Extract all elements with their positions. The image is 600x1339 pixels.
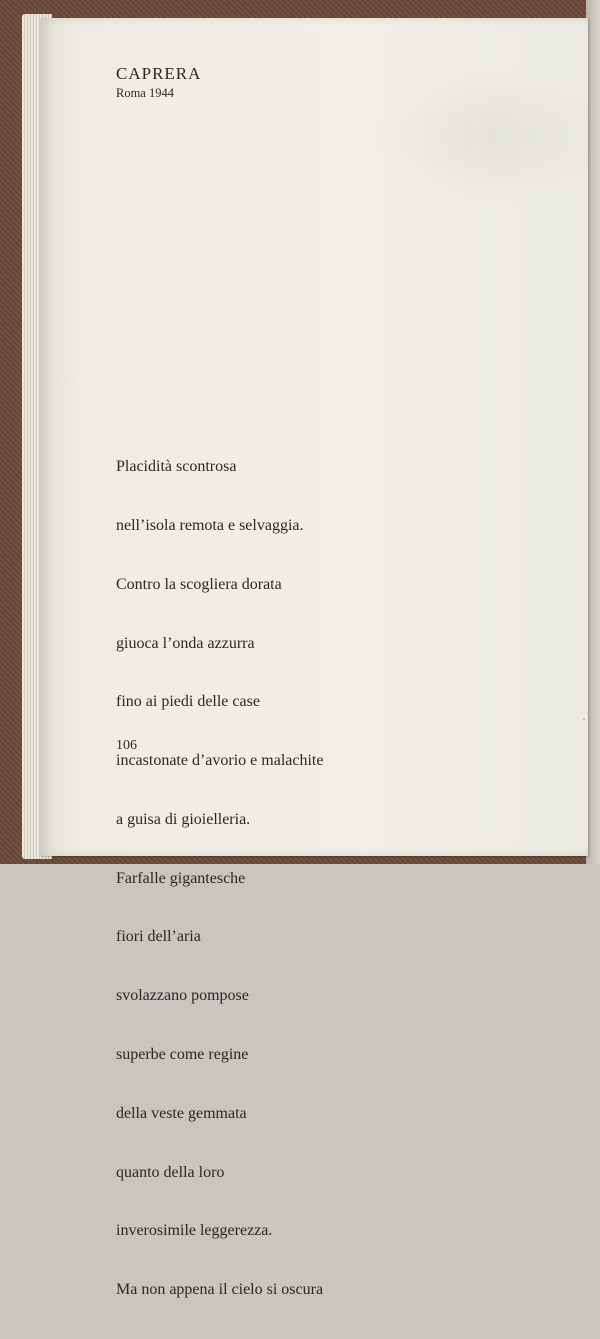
- poem-title: CAPRERA: [116, 64, 202, 83]
- poem-line: nell’isola remota e selvaggia.: [116, 516, 304, 534]
- poem-header: [116, 64, 201, 101]
- poem-line: svolazzano pompose: [116, 987, 249, 1005]
- poem-line: giuoca l’onda azzurra: [116, 634, 255, 652]
- show-through-text: [370, 66, 600, 206]
- poem-line: quanto della loro: [116, 1163, 225, 1181]
- margin-mark: ·: [582, 712, 586, 726]
- poem-place-date: Roma 1944: [116, 86, 174, 100]
- poem-line: Farfalle gigantesche: [116, 869, 246, 887]
- poem-line: Ma non appena il cielo si oscura: [116, 1281, 324, 1299]
- poem-line: fino ai piedi delle case: [116, 693, 260, 711]
- poem-line: Contro la scogliera dorata: [116, 575, 282, 593]
- poem-line: incastonate d’avorio e malachite: [116, 752, 324, 770]
- poem-line: superbe come regine: [116, 1046, 249, 1063]
- poem-line: fiori dell’aria: [116, 928, 201, 946]
- poem-line: Placidità scontrosa: [116, 458, 237, 476]
- page-number: 106: [116, 738, 137, 753]
- poem-body: [116, 418, 323, 1339]
- poem-line: inverosimile leggerezza.: [116, 1222, 273, 1240]
- poem-line: della veste gemmata: [116, 1104, 247, 1122]
- poem-line: a guisa di gioielleria.: [116, 810, 251, 828]
